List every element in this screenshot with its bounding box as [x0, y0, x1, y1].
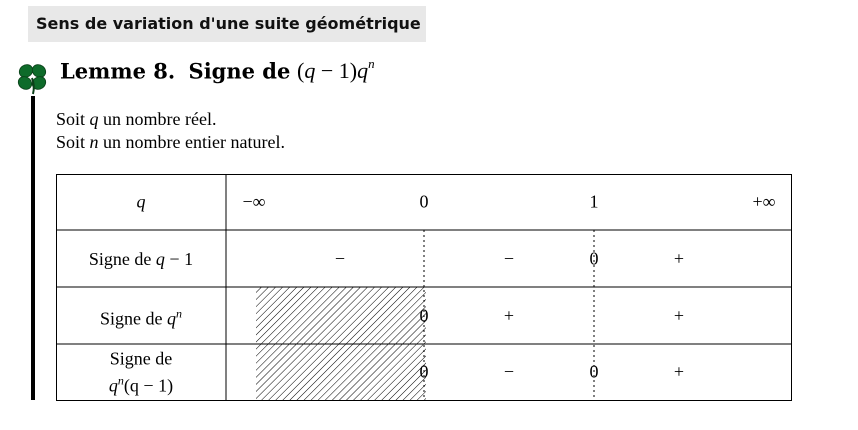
sign-cell: − — [503, 248, 515, 269]
section-title: Sens de variation d'une suite géométrique — [28, 6, 426, 42]
statement-line-1: Soit q un nombre réel. — [56, 109, 217, 129]
clover-icon — [14, 60, 50, 96]
sign-cell: + — [673, 248, 685, 269]
lemma-label: Lemme 8. — [60, 58, 176, 84]
x-value-neg-infinity: −∞ — [242, 191, 266, 212]
row-label-sign-q-pow-n: Signe de $q^n$ — [100, 306, 182, 329]
sign-table — [56, 174, 792, 401]
lemma-margin-bar — [31, 96, 35, 400]
sign-cell: + — [503, 305, 515, 326]
statement-line-2: Soit n un nombre entier naturel. — [56, 132, 285, 152]
row-label-sign-product: Signe de $q^n(q - 1)$ — [108, 348, 174, 396]
x-value-pos-infinity: +∞ — [752, 191, 776, 212]
header-variable: q — [136, 191, 146, 212]
undefined-region-row2 — [256, 287, 426, 344]
undefined-region-row3 — [256, 344, 426, 401]
zero-cell: 0 — [589, 361, 599, 382]
lemma-statement — [56, 108, 285, 154]
sign-cell: + — [673, 361, 685, 382]
lemma-title: Signe de — [188, 58, 291, 84]
zero-cell: 0 — [419, 361, 429, 382]
zero-cell: 0 — [419, 305, 429, 326]
lemma-heading — [60, 58, 375, 84]
sign-cell: + — [673, 305, 685, 326]
sign-cell: − — [334, 248, 346, 269]
x-value-zero: 0 — [419, 191, 429, 212]
row-label-sign-q-minus-1: Signe de q − 1 — [88, 249, 194, 269]
sign-cell: − — [503, 361, 515, 382]
lemma-expression: $(q - 1)q^n$ — [297, 56, 375, 84]
x-value-one: 1 — [589, 191, 599, 212]
zero-cell: 0 — [589, 248, 599, 269]
